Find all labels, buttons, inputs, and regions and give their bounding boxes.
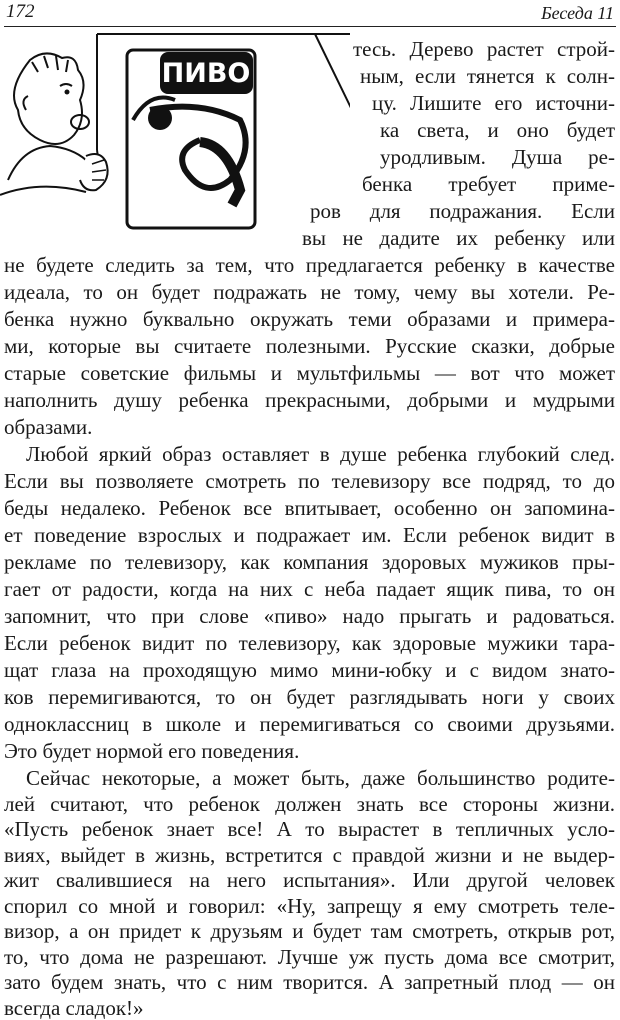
text-line: Это будет нормой его поведения. bbox=[4, 739, 300, 763]
text-line: не будете следить за тем, что предлагается ребенку в качестве bbox=[4, 253, 615, 277]
text-line: лей считают, что ребенок должен знать все стороны жизни. bbox=[4, 791, 615, 816]
page-header bbox=[4, 0, 616, 27]
page-number: 172 bbox=[6, 1, 35, 22]
text-line: беды недалеко. Ребенок все впитывает, особенно он запомина- bbox=[4, 496, 615, 520]
text-line: ров для подражания. Если bbox=[310, 199, 615, 223]
text-line: виях, выйдет в жизнь, встретится с правдой жизни и не выдер- bbox=[4, 842, 615, 867]
text-line: «Пусть ребенок знает все! А то вырастет в тепличных усло- bbox=[4, 817, 615, 841]
beer-sign-text: ПИВО bbox=[161, 58, 251, 89]
text-line: уродливым. Душа ре- bbox=[380, 145, 615, 169]
text-line: ным, если тянется к солн- bbox=[360, 64, 615, 88]
text-line: старые советские фильмы и мультфильмы — вот что может bbox=[4, 361, 615, 385]
text-line: жит свалившиеся на него испытания». Или другой человек bbox=[4, 868, 615, 892]
text-line: идеала, то он будет подражать не тому, чему вы хотели. Ре- bbox=[4, 280, 615, 304]
text-line: ми, которые вы считаете полезными. Русские сказки, добрые bbox=[4, 334, 615, 358]
text-line: визор, а он придет к друзьям и будет там смотреть, открыв рот, bbox=[4, 919, 615, 943]
text-line: наполнить душу ребенка прекрасными, добрыми и мудрыми bbox=[4, 388, 615, 412]
text-line: ет поведение взрослых и подражает им. Если ребенок видит в bbox=[4, 523, 615, 547]
text-line: Если вы позволяете смотреть по телевизору все подряд, то до bbox=[4, 469, 615, 493]
text-line: рекламе по телевизору, как компания здоровых мужиков пры- bbox=[4, 550, 615, 574]
text-line: спорил со мной и говорил: «Ну, запрещу я ему смотреть теле- bbox=[4, 893, 615, 918]
text-line: зато будем знать, что с ним творится. А запретный плод — он bbox=[4, 970, 615, 994]
boy-with-beer-poster-illustration bbox=[0, 30, 350, 235]
text-line: образами. bbox=[4, 415, 93, 439]
text-line: запомнит, что при слове «пиво» надо прыгать и радоваться. bbox=[4, 604, 615, 628]
text-line: то, что дома не разрешают. Лучше уж пусть дома все смотрит, bbox=[4, 944, 615, 969]
text-line: щат глаза на проходящую мимо мини-юбку и с видом знато- bbox=[4, 658, 615, 682]
text-line: цу. Лишите его источни- bbox=[372, 91, 615, 115]
text-line: бенка требует приме- bbox=[362, 172, 615, 196]
text-line: одноклассниц в школе и перемигиваться со своими друзьями. bbox=[4, 712, 615, 736]
text-line: Любой яркий образ оставляет в душе ребенка глубокий след. bbox=[26, 442, 615, 466]
text-line: Сейчас некоторые, а может быть, даже большинство родите- bbox=[26, 766, 615, 790]
text-line: бенка нужно буквально окружать теми образами и примера- bbox=[4, 307, 615, 331]
text-line: ка света, и оно будет bbox=[380, 118, 615, 142]
text-line: всегда сладок!» bbox=[4, 995, 144, 1020]
text-line: ков перемигиваются, то он будет разглядывать ноги у своих bbox=[4, 685, 615, 709]
running-title: Беседа 11 bbox=[541, 3, 614, 23]
text-line: тесь. Дерево растет строй- bbox=[353, 37, 615, 61]
text-line: вы не дадите их ребенку или bbox=[302, 226, 615, 250]
text-line: гает от радости, когда на них с неба падает ящик пива, то он bbox=[4, 577, 615, 601]
text-line: Если ребенок видит по телевизору, как здоровые мужики тара- bbox=[4, 631, 615, 655]
